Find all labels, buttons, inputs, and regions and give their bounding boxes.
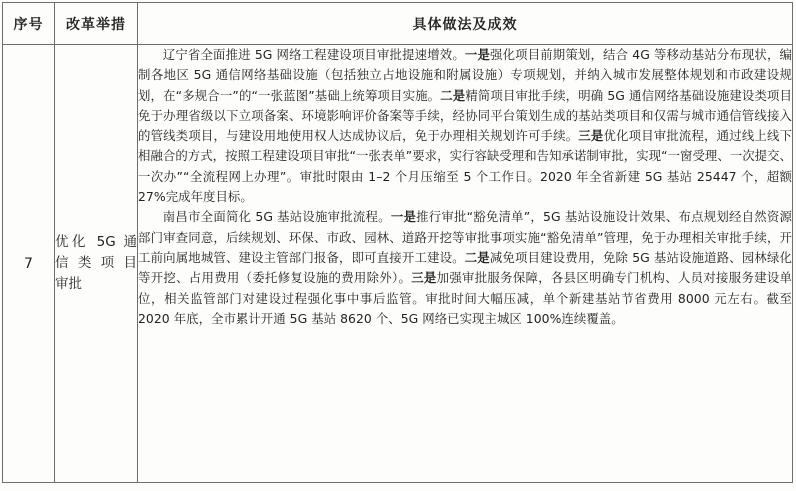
header-serial-number: 序号 — [3, 3, 55, 45]
text-run: 推行审批“豁免清单”，5G 基站设施设计效果、布点规划经自然资源部门审查同意，后续规划、环保、市政、园林、道路开挖等审批事项实施“豁免清单”管理，免于办理相关审批手续，开工前向属地城管、建设主管部门报备，即可直接开工建设。 — [138, 209, 792, 265]
row-reform-measure — [55, 45, 138, 483]
text-run-bold: 一是 — [390, 209, 417, 225]
row-serial-number: 7 — [3, 45, 55, 483]
text-run: 强化项目前期策划，结合 4G 等移动基站分布现状，编制各地区 5G 通信网络基础设施（包括独立占地设施和附属设施）专项规划，并纳入城市发展整体规划和市政建设规划，在“多规合一”的“一张蓝图”基础上统筹项目实施。 — [138, 47, 792, 103]
text-run-bold: 一是 — [464, 47, 491, 62]
detail-paragraph-nanchang — [138, 207, 792, 329]
text-run-bold: 三是 — [578, 128, 604, 144]
text-run: 精简项目审批手续，明确 5G 通信网络基础设施建设类项目免于办理省级以下立项备案、环境影响评价备案等手续，经协同平台策划生成的基站类项目和仅需与城市通信管线接入的管线类项目，与建设用地使用权人达成协议后，免于办理相关规划许可手续。 — [138, 87, 792, 144]
measure-line: 优化 5G 通 — [55, 234, 137, 250]
text-run: 减免项目建设费用，免除 5G 基站设施道路、园林绿化等开挖、占用费用（委托修复设施的费用除外）。 — [138, 249, 792, 286]
header-details-and-results: 具体做法及成效 — [138, 3, 793, 45]
row-details — [138, 45, 793, 483]
text-run: 南昌市全面简化 5G 基站设施审批流程。 — [162, 209, 391, 225]
text-run: 优化项目审批流程，通过线上线下相融合的方式，按照工程建设项目审批“一张表单”要求，实行容缺受理和告知承诺制审批，实现“一窗受理、一次提交、一次办”“全流程网上办理”。审批时限由 1–2 个月压缩至 5 个工作日。2020 年全省新建 5G 基站 25447 个，超额 27%完成年度目标。 — [138, 128, 793, 205]
measure-line: 审批 — [55, 276, 82, 292]
measure-line: 信类项目 — [55, 255, 137, 271]
detail-paragraph-liaoning — [138, 45, 792, 207]
text-run: 辽宁省全面推进 5G 网络工程建设项目审批提速增效。 — [162, 47, 465, 62]
header-reform-measure: 改革举措 — [55, 3, 138, 45]
text-run-bold: 二是 — [440, 87, 466, 103]
table-row — [3, 45, 793, 483]
text-run-bold: 二是 — [464, 249, 490, 265]
text-run: 加强审批服务保障，各县区明确专门机构、人员对接服务建设单位，相关监管部门对建设过程强化事中事后监管。审批时间大幅压减，单个新建基站节省费用 8000 元左右。截至 2020 年底，全市累计开通 5G 基站 8620 个、5G 网络已实现主城区 100%连续覆盖。 — [138, 270, 792, 326]
reform-measures-table — [2, 2, 793, 483]
header-row — [3, 3, 793, 45]
text-run-bold: 三是 — [411, 270, 437, 286]
table-header — [3, 3, 793, 45]
